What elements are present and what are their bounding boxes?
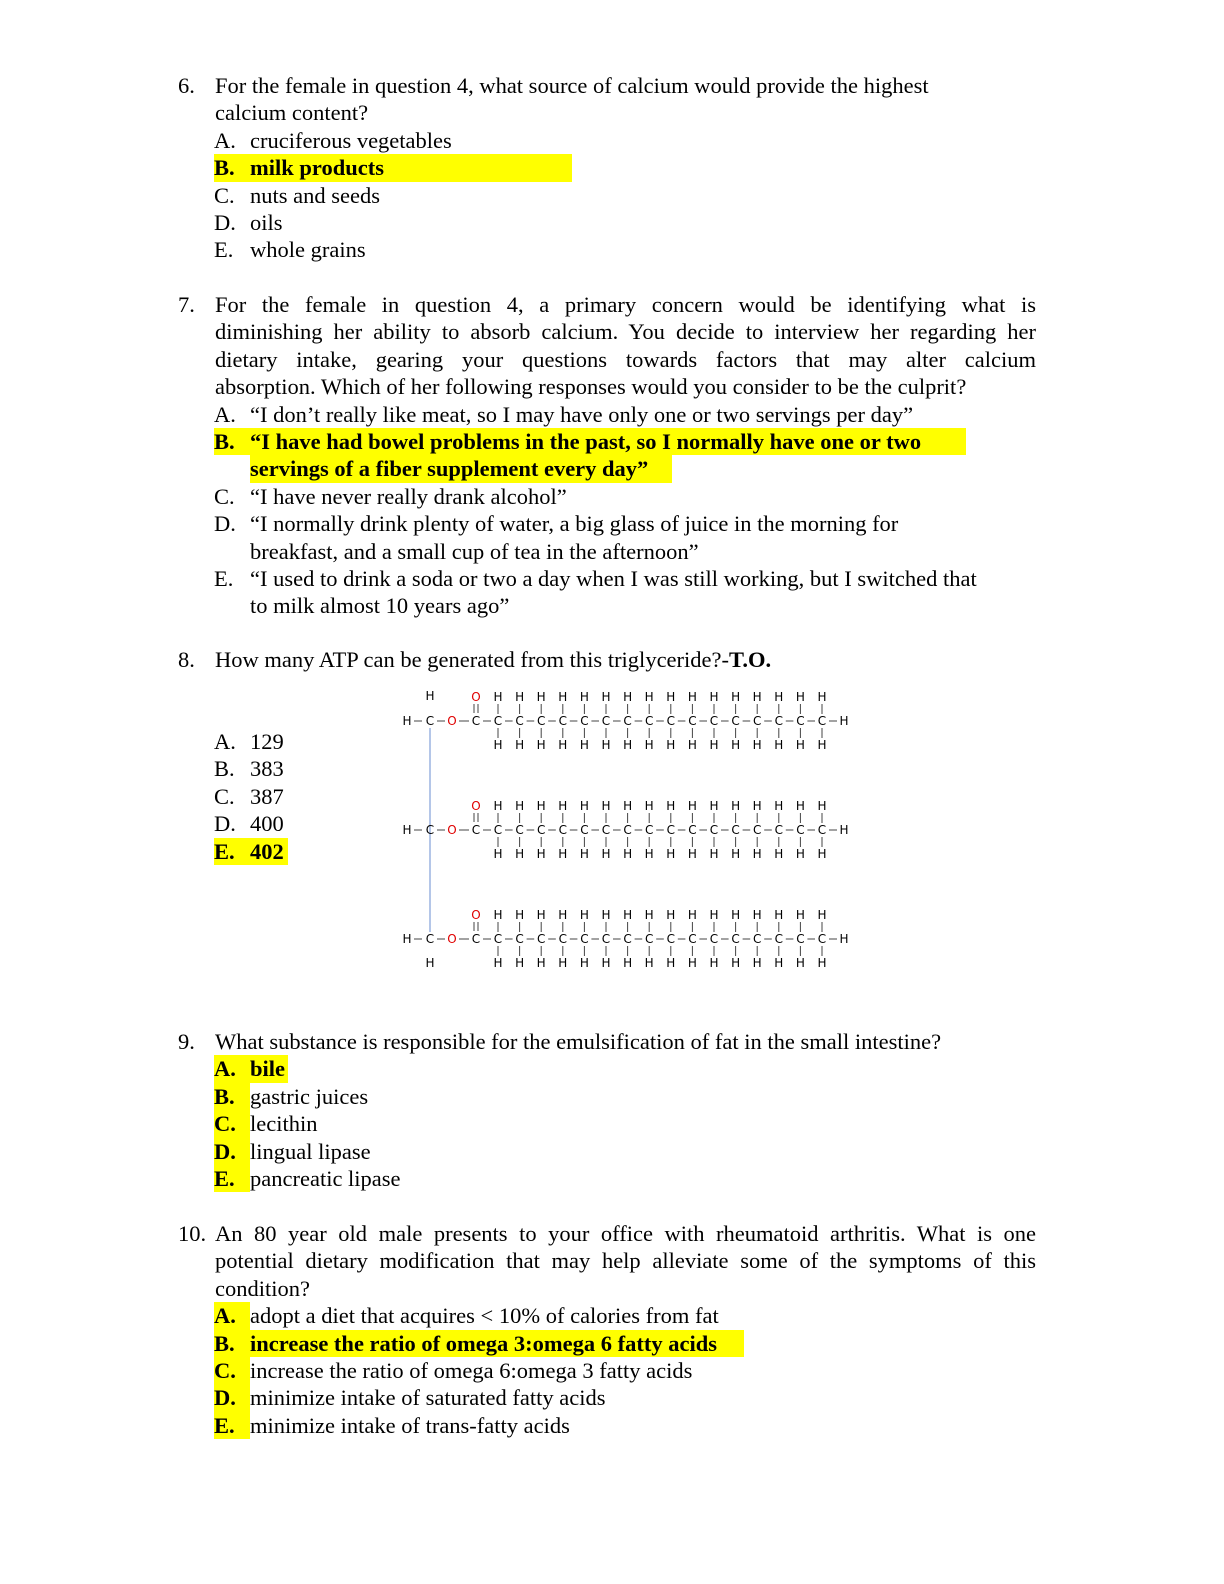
chain-hydrogen: H [601,690,611,704]
chain-hydrogen: H [817,738,827,752]
terminal-hydrogen: H [839,932,849,946]
chain-hydrogen: H [817,956,827,970]
glycerol-carbon: C [425,823,435,837]
chain-hydrogen: H [731,847,741,861]
option-a-answer: A. bile [178,1055,1036,1082]
chain-hydrogen: H [731,908,741,922]
option-e: E. pancreatic lipase [214,1165,401,1191]
chain-hydrogen: H [579,847,589,861]
chain-hydrogen: H [536,847,546,861]
chain-hydrogen: H [709,956,719,970]
chain-carbon: C [623,714,632,728]
chain-hydrogen: H [795,847,805,861]
chain-carbon: C [493,823,503,837]
question-7 [178,291,1036,620]
chain-carbon: C [817,932,827,946]
triglyceride-structure-figure [395,688,849,970]
chain-carbon: C [688,714,697,728]
chain-hydrogen: H [558,799,568,813]
chain-carbon: C [558,932,567,946]
chain-hydrogen: H [558,847,568,861]
chain-hydrogen: H [601,956,611,970]
chain-hydrogen: H [579,690,589,704]
chain-hydrogen: H [644,847,654,861]
chain-hydrogen: H [752,799,762,813]
ester-oxygen: O [447,714,457,728]
question-number: 8. [178,647,195,672]
chain-carbon: C [796,932,805,946]
chain-hydrogen: H [774,690,784,704]
chain-carbon: C [731,823,740,837]
question-stem: How many ATP can be generated from this triglyceride?-T.O. [215,647,772,672]
hydrogen-atom: H [402,714,412,728]
chain-hydrogen: H [601,908,611,922]
option-b: B. gastric juices [214,1083,369,1109]
option-d: D. oils [214,209,283,235]
option-e: E. whole grains [214,237,366,263]
chain-carbon: C [688,932,697,946]
chain-hydrogen: H [536,738,546,752]
chain-carbon: C [709,714,719,728]
chain-hydrogen: H [731,690,741,704]
chain-carbon: C [537,823,546,837]
chain-hydrogen: H [515,956,525,970]
option-b-answer-cont: servings of a fiber supplement every day” [178,455,1036,482]
chain-hydrogen: H [493,908,503,922]
chain-hydrogen: H [623,799,633,813]
chain-hydrogen: H [623,690,633,704]
chain-hydrogen: H [493,738,503,752]
chain-hydrogen: H [601,738,611,752]
option-d-cont: breakfast, and a small cup of tea in the afternoon” [250,538,699,564]
ester-oxygen: O [447,932,457,946]
chain-carbon: C [666,932,675,946]
chain-hydrogen: H [536,690,546,704]
option-b-answer: B. increase the ratio of omega 3:omega 6 fatty acids [178,1330,1036,1357]
question-stem: calcium content? [215,100,369,126]
terminal-hydrogen: H [839,823,849,837]
chain-hydrogen: H [795,690,805,704]
chain-carbon: C [515,823,524,837]
glycerol-top-hydrogen: H [425,689,435,703]
chain-hydrogen: H [666,956,676,970]
chain-hydrogen: H [623,738,633,752]
option-d: D. minimize intake of saturated fatty acids [214,1385,606,1411]
chain-carbon: C [645,932,654,946]
option-e: E. “I used to drink a soda or two a day when I was still working, but I switched that [214,565,977,591]
chain-hydrogen: H [493,847,503,861]
chain-hydrogen: H [515,908,525,922]
chain-hydrogen: H [817,847,827,861]
question-number: 10. [178,1221,207,1246]
chain-hydrogen: H [731,956,741,970]
chain-carbon: C [515,932,524,946]
chain-carbon: C [817,714,827,728]
chain-hydrogen: H [709,738,719,752]
chain-carbon: C [796,823,805,837]
question-stem: An 80 year old male presents to your office with rheumatoid arthritis. What is one [215,1221,1036,1246]
chain-hydrogen: H [795,908,805,922]
chain-hydrogen: H [623,908,633,922]
hydrogen-atom: H [402,932,412,946]
carbonyl-oxygen: O [471,690,481,704]
chain-hydrogen: H [644,799,654,813]
glycerol-carbon: C [425,932,435,946]
chain-hydrogen: H [579,799,589,813]
chain-carbon: C [731,714,740,728]
chain-hydrogen: H [709,799,719,813]
question-stem: For the female in question 4, what source of calcium would provide the highest [215,73,929,98]
option-d: D. 400 [214,811,284,837]
chain-carbon: C [666,714,675,728]
chain-hydrogen: H [601,799,611,813]
chain-hydrogen: H [774,799,784,813]
chain-hydrogen: H [666,908,676,922]
carbonyl-oxygen: O [471,908,481,922]
chain-hydrogen: H [687,956,697,970]
question-9 [178,1028,1036,1192]
glycerol-carbon: C [425,714,435,728]
chain-hydrogen: H [623,956,633,970]
question-6 [178,72,1036,264]
chain-hydrogen: H [558,956,568,970]
chain-hydrogen: H [536,799,546,813]
chain-hydrogen: H [666,738,676,752]
chain-carbon: C [753,932,762,946]
glycerol-bottom-hydrogen: H [425,956,435,970]
carbonyl-oxygen: O [471,799,481,813]
chain-hydrogen: H [558,738,568,752]
chain-hydrogen: H [774,908,784,922]
chain-carbon: C [753,714,762,728]
chain-hydrogen: H [752,738,762,752]
chain-carbon: C [580,714,589,728]
chain-hydrogen: H [644,690,654,704]
question-stem: What substance is responsible for the emulsification of fat in the small intestine? [215,1029,942,1054]
initials: T.O. [729,647,772,672]
chain-hydrogen: H [774,847,784,861]
chain-hydrogen: H [515,847,525,861]
chain-hydrogen: H [515,690,525,704]
chain-hydrogen: H [709,690,719,704]
option-b: B. 383 [214,756,284,782]
chain-hydrogen: H [752,956,762,970]
chain-hydrogen: H [687,847,697,861]
chain-hydrogen: H [536,908,546,922]
chain-carbon: C [688,823,697,837]
chain-carbon: C [645,823,654,837]
terminal-hydrogen: H [839,714,849,728]
chain-hydrogen: H [601,847,611,861]
question-stem: For the female in question 4, a primary concern would be identifying what is [215,292,1036,317]
chain-carbon: C [493,932,503,946]
chain-hydrogen: H [558,908,568,922]
option-d: D. “I normally drink plenty of water, a big glass of juice in the morning for [214,511,899,537]
chain-hydrogen: H [493,799,503,813]
chain-carbon: C [666,823,675,837]
chain-hydrogen: H [579,738,589,752]
chain-hydrogen: H [687,799,697,813]
chain-hydrogen: H [817,690,827,704]
option-a: A. 129 [214,729,284,754]
chain-hydrogen: H [558,690,568,704]
chain-carbon: C [601,932,611,946]
option-c: C. nuts and seeds [214,182,380,208]
option-a: A. “I don’t really like meat, so I may have only one or two servings per day” [214,401,914,427]
chain-carbon: C [558,714,567,728]
chain-carbon: C [645,714,654,728]
carbonyl-carbon: C [471,932,481,946]
chain-carbon: C [709,823,719,837]
chain-carbon: C [709,932,719,946]
option-c: C. “I have never really drank alcohol” [214,483,567,509]
question-8 [178,646,1036,673]
chain-carbon: C [601,823,611,837]
chain-carbon: C [774,823,783,837]
chain-hydrogen: H [795,956,805,970]
chain-carbon: C [731,932,740,946]
question-stem: absorption. Which of her following responses would you consider to be the culprit? [215,374,967,400]
chain-hydrogen: H [774,738,784,752]
option-c: C. increase the ratio of omega 6:omega 3 fatty acids [214,1357,693,1383]
option-a: A. adopt a diet that acquires < 10% of calories from fat [214,1303,719,1329]
question-stem: condition? [215,1275,310,1301]
chain-carbon: C [753,823,762,837]
question-stem: potential dietary modification that may help alleviate some of the symptoms of this [215,1248,1036,1274]
question-stem: dietary intake, gearing your questions towards factors that may alter calcium [215,346,1036,372]
chain-hydrogen: H [515,799,525,813]
chain-hydrogen: H [536,956,546,970]
question-10 [178,1220,1036,1439]
chain-hydrogen: H [709,847,719,861]
chain-hydrogen: H [817,799,827,813]
chain-carbon: C [601,714,611,728]
chain-hydrogen: H [666,799,676,813]
chain-hydrogen: H [666,690,676,704]
chain-hydrogen: H [644,956,654,970]
hydrogen-atom: H [402,823,412,837]
chain-carbon: C [817,823,827,837]
chain-hydrogen: H [687,738,697,752]
chain-carbon: C [774,932,783,946]
option-a: A. cruciferous vegetables [214,127,452,153]
chain-hydrogen: H [623,847,633,861]
chain-carbon: C [796,714,805,728]
chain-hydrogen: H [752,690,762,704]
chain-carbon: C [537,714,546,728]
chain-hydrogen: H [731,799,741,813]
chain-carbon: C [623,823,632,837]
chain-hydrogen: H [579,908,589,922]
chain-hydrogen: H [731,738,741,752]
chain-carbon: C [558,823,567,837]
question-number: 7. [178,292,195,317]
chain-hydrogen: H [774,956,784,970]
chain-hydrogen: H [687,690,697,704]
chain-carbon: C [774,714,783,728]
chain-carbon: C [580,932,589,946]
option-e-cont: to milk almost 10 years ago” [250,593,510,619]
chain-hydrogen: H [752,847,762,861]
question-number: 6. [178,73,195,98]
option-b-answer: B. milk products [178,154,1036,181]
chain-carbon: C [493,714,503,728]
option-c: C. lecithin [214,1111,318,1137]
chain-hydrogen: H [795,799,805,813]
question-stem: diminishing her ability to absorb calcium. You decide to interview her regarding her [215,319,1036,345]
chain-carbon: C [580,823,589,837]
option-b-answer: B. “I have had bowel problems in the past, so I normally have one or two [178,428,1036,455]
chain-carbon: C [515,714,524,728]
chain-carbon: C [623,932,632,946]
chain-hydrogen: H [515,738,525,752]
chain-hydrogen: H [644,738,654,752]
option-e-answer: E. 402 [178,838,1036,865]
chain-hydrogen: H [752,908,762,922]
chain-hydrogen: H [493,690,503,704]
chain-hydrogen: H [493,956,503,970]
chain-hydrogen: H [795,738,805,752]
chain-hydrogen: H [644,908,654,922]
ester-oxygen: O [447,823,457,837]
option-d: D. lingual lipase [214,1138,371,1164]
question-number: 9. [178,1029,195,1054]
chain-hydrogen: H [579,956,589,970]
chain-hydrogen: H [666,847,676,861]
carbonyl-carbon: C [471,823,481,837]
chain-hydrogen: H [817,908,827,922]
option-e: E. minimize intake of trans-fatty acids [214,1412,570,1438]
chain-hydrogen: H [709,908,719,922]
chain-carbon: C [537,932,546,946]
option-c: C. 387 [214,783,284,809]
carbonyl-carbon: C [471,714,481,728]
chain-hydrogen: H [687,908,697,922]
